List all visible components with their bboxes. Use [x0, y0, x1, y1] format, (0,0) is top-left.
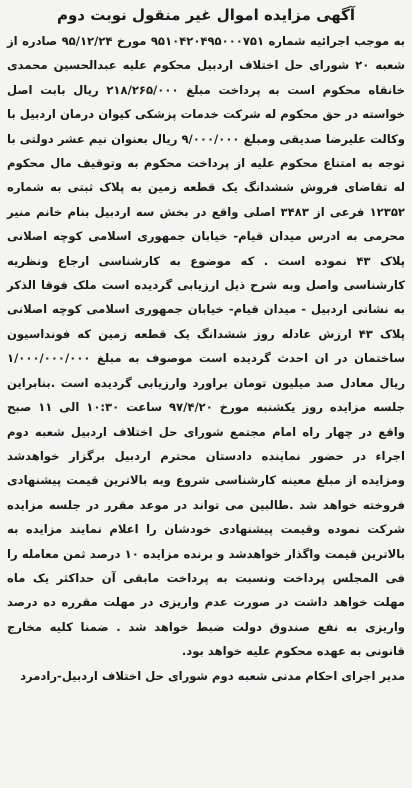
notice-body: به موجب اجرائیه شماره ۹۵۱۰۴۲۰۴۹۵۰۰۰۷۵۱ مورخ ۹۵/۱۲/۲۴ صادره از شعبه ۲۰ شورای حل اختلاف اردبیل محکوم علیه عبدالحسین محمدی خانقاه محکوم است به پرداخت مبلغ ۲۱۸/۲۶۵/۰۰۰ ریال بابت اصل خواسته در حق محکوم له شرکت خدمات پزشکی کیوان درمان اردبیل با وکالت علیرضا صدیقی ومبلغ ۹/۰۰۰/۰۰۰ ریال بعنوان نیم عشر دولتی با توجه به امتناع محکوم علیه از پرداخت محکوم به وتوقیف مال محکوم له تقاضای فروش ششدانگ یک قطعه زمین به پلاک ثبتی به شماره ۱۲۳۵۲ فرعی از ۳۴۸۳ اصلی واقع در بخش سه اردبیل بنام خانم منیر محرمی به ادرس میدان قیام- خیابان جمهوری اسلامی کوچه اصلانی پلاک ۴۳ نموده است . که موضوع به کارشناسی ارجاع ونظریه کارشناسی واصل وبه شرح ذیل ارزیابی گردیده است ملک فوقا الذکر به نشانی اردبیل - میدان قیام- خیابان جمهوری اسلامی کوچه اصلانی پلاک ۴۳ ارزش عادله روز ششدانگ یک قطعه زمین که فونداسیون ساختمان در ان احدث گردیده است موصوف به مبلغ ۱/۰۰۰/۰۰۰/۰۰۰ ریال معادل صد میلیون تومان براورد وارزیابی گردیده است .بنابراین جلسه مزایده روز یکشنبه مورخ ۹۷/۴/۲۰ ساعت ۱۰:۳۰ الی ۱۱ صبح واقع در چهار راه امام مجتمع شورای حل اختلاف اردبیل شعبه دوم اجراء در حضور نماینده دادستان محترم اردبیل برگزار خواهدشد ومزایده از مبلغ معینه کارشناسی شروع وبه بالاترین قیمت پیشنهادی فروخته خواهد شد .طالبین می تواند در موعد مقرر در جلسه مزایده شرکت نموده وقیمت پیشنهادی خودشان را اعلام نمایند مزایده به بالاترین قیمت واگذار خواهدشد و برنده مزایده ۱۰ درصد ثمن معامله را فی المجلس پرداخت ونسبت به پرداخت مابقی آن حداکثر یک ماه مهلت خواهد داشت در صورت عدم واریزی در مهلت مقرره ده درصد واریزی به نفع صندوق دولت ضبط خواهد شد . ضمنا کلیه مخارج قانونی به عهده محکوم علیه خواهد بود. — [7, 34, 405, 659]
notice-signature: مدیر اجرای احکام مدنی شعبه دوم شورای حل اختلاف اردبیل-رادمرد — [20, 668, 405, 683]
notice-title: آگهی مزایده اموال غیر منقول نوبت دوم — [56, 6, 356, 24]
